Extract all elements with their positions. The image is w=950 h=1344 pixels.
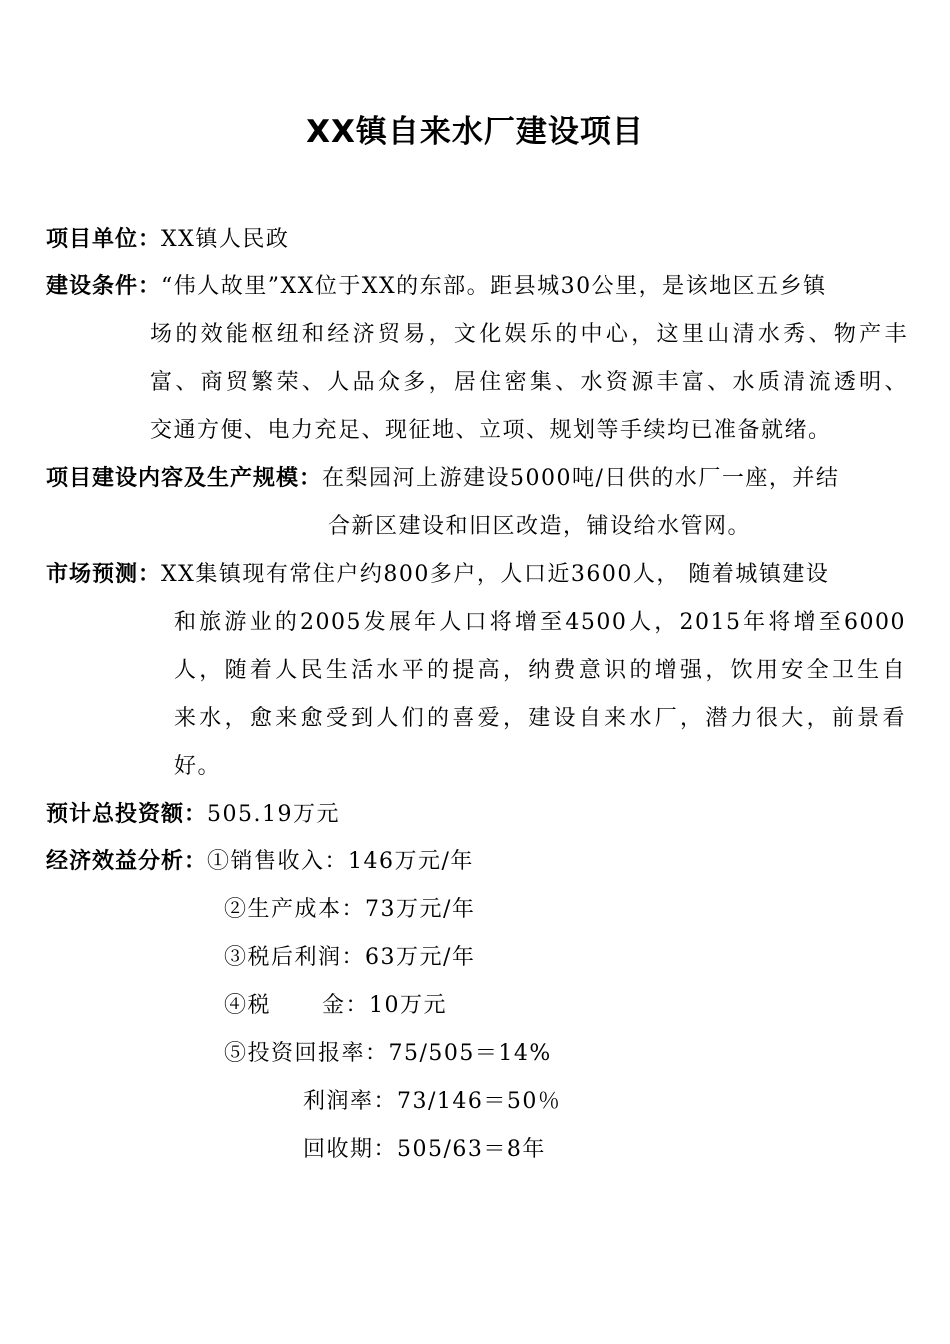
benefit-label: 经济效益分析： <box>46 849 208 874</box>
market-row <box>46 560 829 590</box>
benefit-row <box>46 847 474 877</box>
benefit-item-sales: ①销售收入：146万元/年 <box>207 849 474 874</box>
benefit-item-payback: 回收期：505/63＝8年 <box>303 1137 546 1162</box>
benefit-item-return-rate: ⑤投资回报率：75/505＝14% <box>224 1041 552 1066</box>
market-label: 市场预测： <box>46 562 162 587</box>
document-title: XX镇自来水厂建设项目 <box>306 114 644 150</box>
conditions-label: 建设条件： <box>46 274 162 299</box>
scope-line-1: 在梨园河上游建设5000吨/日供的水厂一座，并结 <box>322 466 840 491</box>
scope-label: 项目建设内容及生产规模： <box>46 466 323 491</box>
conditions-line-1: “伟人故里”XX位于XX的东部。距县城30公里，是该地区五乡镇 <box>161 274 827 299</box>
conditions-line-4: 交通方便、电力充足、现征地、立项、规划等手续均已准备就绪。 <box>150 418 832 443</box>
market-line-1: XX集镇现有常住户约800多户，人口近3600人， 随着城镇建设 <box>161 562 830 587</box>
scope-row <box>46 464 839 494</box>
market-line-4: 来水，愈来愈受到人们的喜爱，建设自来水厂，潜力很大，前景看 <box>174 706 906 731</box>
conditions-line-3: 富、商贸繁荣、人品众多，居住密集、水资源丰富、水质清流透明、 <box>150 370 908 395</box>
benefit-item-tax: ④税 金：10万元 <box>224 993 447 1018</box>
conditions-line-2: 场的效能枢纽和经济贸易，文化娱乐的中心，这里山清水秀、物产丰 <box>150 322 908 347</box>
benefit-item-profit: ③税后利润：63万元/年 <box>224 945 476 970</box>
market-line-5: 好。 <box>174 754 222 779</box>
market-line-3: 人，随着人民生活水平的提高，纳费意识的增强，饮用安全卫生自 <box>174 658 906 683</box>
project-unit-value: XX镇人民政 <box>161 227 290 252</box>
investment-label: 预计总投资额： <box>46 802 208 827</box>
project-unit-row <box>46 225 289 255</box>
conditions-row <box>46 272 827 302</box>
investment-value: 505.19万元 <box>207 802 340 827</box>
scope-line-2: 合新区建设和旧区改造，铺设给水管网。 <box>328 514 752 539</box>
project-unit-label: 项目单位： <box>46 227 162 252</box>
benefit-item-profit-rate: 利润率：73/146＝50％ <box>303 1089 562 1114</box>
investment-row <box>46 800 340 830</box>
market-line-2: 和旅游业的2005发展年人口将增至4500人，2015年将增至6000 <box>174 610 906 635</box>
benefit-item-cost: ②生产成本：73万元/年 <box>224 897 476 922</box>
